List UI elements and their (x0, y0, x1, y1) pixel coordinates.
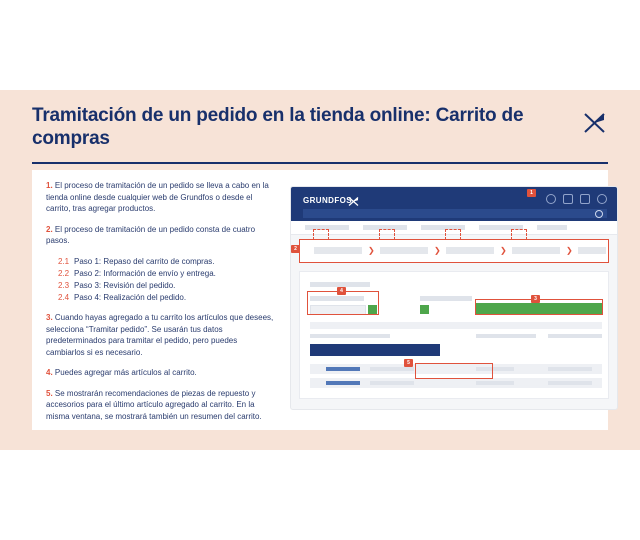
brand-label: GRUNDFOS (303, 196, 352, 205)
paragraph-5-number: 5. (46, 388, 53, 398)
chevron-right-icon: ❯ (368, 246, 375, 255)
step-2-pill[interactable] (380, 247, 428, 254)
page-title: Tramitación de un pedido en la tienda online: Carrito de compras (32, 105, 524, 149)
upload-button[interactable] (420, 305, 429, 314)
marker-3: 3 (531, 295, 540, 303)
marker-2: 2 (291, 245, 300, 253)
item-qty (476, 381, 514, 385)
step-3-pill[interactable] (446, 247, 494, 254)
step-5-pill[interactable] (578, 247, 606, 254)
step-label: Paso 1: Repaso del carrito de compras. (74, 256, 215, 266)
list-item (58, 280, 274, 292)
list-item (58, 268, 274, 280)
marker-1: 1 (527, 189, 536, 197)
step-label-2-3-box (445, 229, 461, 240)
step-label-2-1-box (313, 229, 329, 240)
title-divider (32, 162, 608, 164)
paragraph-5 (46, 388, 274, 423)
nav-item[interactable] (537, 225, 567, 230)
marker-5: 5 (404, 359, 413, 367)
paragraph-1 (46, 180, 274, 215)
row-text (548, 334, 602, 338)
grid-icon[interactable] (580, 194, 590, 204)
step-4-pill[interactable] (512, 247, 560, 254)
item-price (548, 367, 592, 371)
marker-5-region (415, 363, 493, 379)
paragraph-1-number: 1. (46, 181, 53, 190)
user-icon[interactable] (597, 194, 607, 204)
paragraph-5-text: Se mostrarán recomendaciones de piezas de repuesto y accesorios para el último artículo agregado al carrito. En la misma ventana, se mostrará también un resumen del carrito. (46, 388, 262, 421)
slide (0, 90, 640, 450)
paragraph-1-text: El proceso de tramitación de un pedido se lleva a cabo en la tienda online desde cualquier web de Grundfos o desde el carrito, tras agregar productos. (46, 181, 269, 213)
item-text (370, 381, 414, 385)
item-link[interactable] (326, 367, 360, 371)
table-header-row (310, 322, 602, 329)
paragraph-2-text: El proceso de tramitación de un pedido consta de cuatro pasos. (46, 224, 256, 245)
step-number: 2.2 (58, 268, 70, 278)
paragraph-3 (46, 312, 274, 358)
item-link[interactable] (326, 381, 360, 385)
paragraph-4 (46, 367, 274, 379)
mock-screenshot (290, 186, 618, 410)
search-input[interactable] (303, 209, 607, 218)
step-label: Paso 3: Revisión del pedido. (74, 280, 176, 290)
search-icon[interactable] (595, 210, 603, 218)
grundfos-x-icon (348, 194, 359, 205)
content-card (32, 170, 608, 430)
paragraph-2-number: 2. (46, 224, 53, 234)
header-icon-group (546, 194, 607, 204)
row-text (310, 334, 390, 338)
row-text (476, 334, 536, 338)
field-label (420, 296, 472, 301)
step-number: 2.4 (58, 292, 70, 302)
cart-icon[interactable] (563, 194, 573, 204)
chevron-right-icon: ❯ (434, 246, 441, 255)
item-text (370, 367, 414, 371)
paragraph-4-number: 4. (46, 368, 53, 377)
mock-header (291, 187, 617, 221)
checkout-steps-band (299, 239, 609, 263)
list-item (58, 292, 274, 304)
list-item (58, 256, 274, 268)
step-label-2-4-box (511, 229, 527, 240)
step-number: 2.3 (58, 280, 70, 290)
chevron-right-icon: ❯ (500, 246, 507, 255)
chevron-right-icon: ❯ (566, 246, 573, 255)
step-list (46, 256, 274, 304)
paragraph-3-text: Cuando hayas agregado a tu carrito los artículos que desees, selecciona “Tramitar pedido”. Se usarán tus datos predeterminados para tramitar el pedido, pero puedes cambiarlos si es necesario. (46, 313, 274, 357)
slide-inner (20, 104, 620, 436)
step-1-pill[interactable] (314, 247, 362, 254)
grundfos-x-icon (582, 110, 608, 136)
paragraph-2 (46, 224, 274, 247)
globe-icon[interactable] (546, 194, 556, 204)
item-price (548, 381, 592, 385)
paragraph-3-number: 3. (46, 313, 53, 322)
summary-bar (310, 344, 440, 356)
step-label-2-2-box (379, 229, 395, 240)
step-label: Paso 2: Información de envío y entrega. (74, 268, 216, 278)
step-label: Paso 4: Realización del pedido. (74, 292, 187, 302)
step-number: 2.1 (58, 256, 70, 266)
paragraph-4-text: Puedes agregar más artículos al carrito. (52, 368, 197, 377)
instructions-column (46, 180, 274, 431)
marker-4: 4 (337, 287, 346, 295)
